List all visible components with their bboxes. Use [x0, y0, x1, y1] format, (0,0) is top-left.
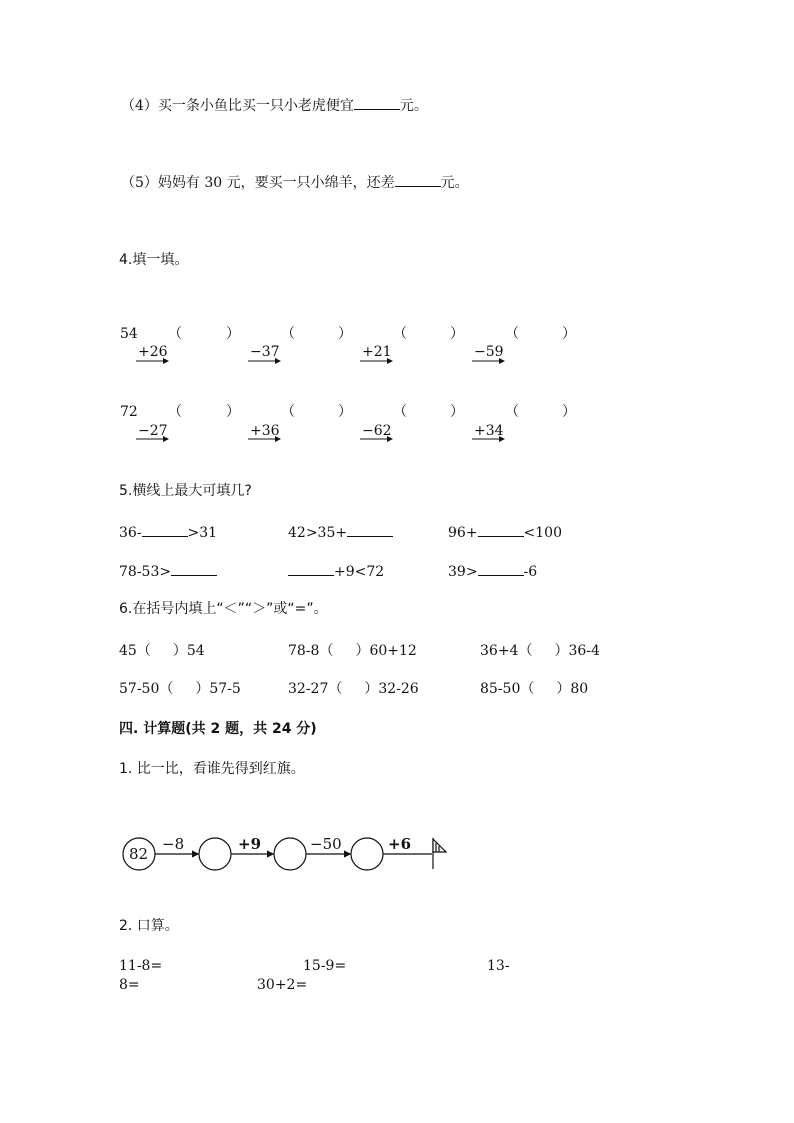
answer-paren-open[interactable]: （ [168, 326, 182, 342]
q6-title: 6.在括号内填上“＜”“＞”或“=”。 [119, 601, 328, 617]
q6-item [119, 680, 241, 698]
answer-blank[interactable] [347, 524, 393, 537]
q4-title: 4.填一填。 [119, 252, 189, 268]
q5-r1c1 [119, 524, 217, 542]
oral-calc-item: 30+2= [257, 977, 308, 993]
chain-op: −50 [310, 835, 342, 853]
q6-right: ）54 [172, 643, 205, 659]
q6-right: ）57-5 [195, 681, 241, 697]
calc-2-title: 2. 口算。 [119, 918, 179, 934]
q5-r1c3 [448, 524, 562, 542]
answer-paren-close[interactable]: ） [338, 404, 352, 420]
answer-paren-open[interactable]: （ [505, 404, 519, 420]
q5-text: -6 [523, 564, 538, 580]
answer-blank[interactable] [142, 524, 188, 537]
q6-left: 85-50（ [480, 681, 535, 697]
q6-left: 57-50（ [119, 681, 174, 697]
calc-1-title: 1. 比一比，看谁先得到红旗。 [119, 761, 305, 777]
chain-op: +9 [238, 835, 262, 853]
q4-row2-op: +36 [250, 423, 280, 439]
q5-text: 39> [448, 564, 478, 580]
answer-circle-2 [274, 838, 306, 870]
q4-row2-op: −27 [138, 423, 168, 439]
q6-left: 36+4（ [480, 643, 533, 659]
q5-r2c1 [119, 563, 217, 581]
q5-text: +9<72 [334, 564, 385, 580]
q6-item [288, 680, 419, 698]
q4-row2-start: 72 [120, 404, 138, 420]
oral-calc-item: 15-9= [303, 958, 347, 974]
q4-row1-op: +21 [362, 344, 392, 360]
q6-left: 32-27（ [288, 681, 343, 697]
q3-item-4-suffix: 元。 [399, 98, 428, 114]
answer-blank[interactable] [478, 563, 524, 576]
q5-r1c2 [288, 524, 393, 542]
q3-item-5-text: （5）妈妈有 30 元，要买一只小绵羊，还差 [121, 175, 395, 191]
q5-r2c3 [448, 563, 537, 581]
answer-paren-close[interactable]: ） [562, 404, 576, 420]
answer-paren-open[interactable]: （ [281, 326, 295, 342]
oral-calc-item: 13- [487, 958, 510, 974]
answer-paren-open[interactable]: （ [168, 404, 182, 420]
q5-text: 96+ [448, 525, 478, 541]
answer-paren-close[interactable]: ） [338, 326, 352, 342]
answer-paren-close[interactable]: ） [562, 326, 576, 342]
chain-op: −8 [162, 835, 185, 853]
q4-row1-start: 54 [120, 326, 138, 342]
red-flag-icon [433, 838, 446, 869]
q3-item-4-text: （4）买一条小鱼比买一只小老虎便宜 [121, 98, 354, 114]
oral-calc-item: 8= [119, 977, 140, 993]
q4-row2-op: +34 [474, 423, 504, 439]
q6-right: ）60+12 [355, 643, 417, 659]
q6-left: 45（ [119, 643, 151, 659]
q6-item [288, 642, 417, 660]
answer-circle-1 [199, 838, 231, 870]
q6-right: ）80 [556, 681, 589, 697]
q6-right: ）36-4 [554, 643, 600, 659]
start-number: 82 [129, 845, 149, 863]
q4-row1-op: −59 [474, 344, 504, 360]
oral-calc-item: 11-8= [119, 958, 163, 974]
q5-r2c2 [288, 563, 384, 581]
answer-blank[interactable] [171, 563, 217, 576]
answer-circle-3 [351, 838, 383, 870]
answer-paren-open[interactable]: （ [393, 404, 407, 420]
q5-text: >31 [187, 525, 218, 541]
q5-text: 36- [119, 525, 142, 541]
q4-arrows [136, 361, 504, 439]
q6-item [119, 642, 205, 660]
q3-item-5-suffix: 元。 [440, 175, 469, 191]
q5-text: <100 [523, 525, 562, 541]
answer-paren-close[interactable]: ） [450, 404, 464, 420]
answer-paren-open[interactable]: （ [505, 326, 519, 342]
answer-paren-open[interactable]: （ [393, 326, 407, 342]
q5-text: 78-53> [119, 564, 172, 580]
section-4-title: 四. 计算题(共 2 题，共 24 分) [119, 721, 317, 737]
answer-blank[interactable] [288, 563, 334, 576]
q4-row2-op: −62 [362, 423, 392, 439]
chain-op: +6 [388, 835, 412, 853]
q5-text: 42>35+ [288, 525, 348, 541]
q6-item [480, 680, 588, 698]
q4-row1-op: −37 [250, 344, 280, 360]
answer-blank[interactable] [478, 524, 524, 537]
answer-paren-open[interactable]: （ [281, 404, 295, 420]
q4-row1-op: +26 [138, 344, 168, 360]
q6-right: ）32-26 [364, 681, 419, 697]
q5-title: 5.横线上最大可填几? [119, 483, 252, 499]
answer-paren-close[interactable]: ） [450, 326, 464, 342]
answer-paren-close[interactable]: ） [226, 326, 240, 342]
q6-item [480, 642, 600, 660]
q6-left: 78-8（ [288, 643, 334, 659]
answer-paren-close[interactable]: ） [226, 404, 240, 420]
